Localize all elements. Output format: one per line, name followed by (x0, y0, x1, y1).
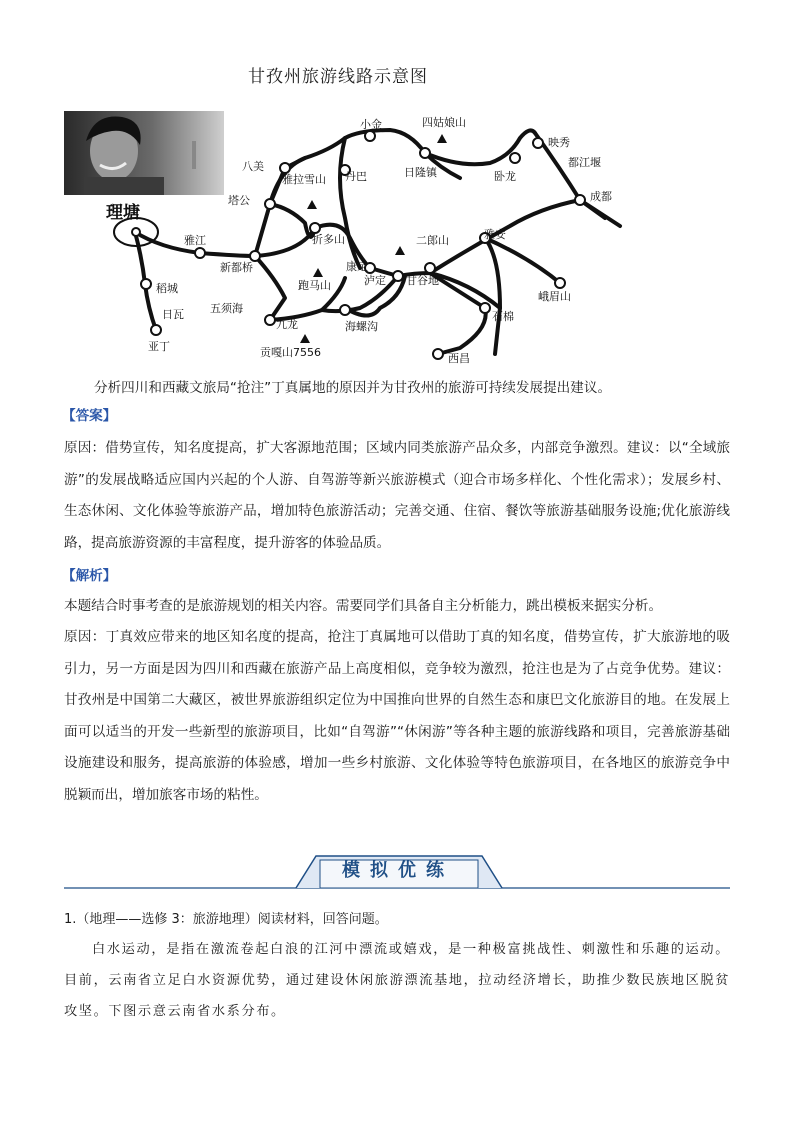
label-kangding: 康定 (346, 260, 368, 273)
label-paomashan: 跑马山 (298, 279, 331, 292)
label-siguniangshan: 四姑娘山 (422, 116, 466, 129)
label-shimian: 石棉 (492, 310, 514, 323)
question-1-material: 白水运动，是指在激流卷起白浪的江河中漂流或嬉戏，是一种极富挑战性、刺激性和乐趣的运动。目前，云南省立足白水资源优势，通过建设休闲旅游漂流基地，拉动经济增长，助推少数民族地区脱贫攻坚。下图示意云南省水系分布。 (64, 942, 730, 1019)
label-rilongzhen: 日隆镇 (404, 166, 437, 179)
label-emeishan: 峨眉山 (538, 290, 571, 303)
label-gonggashan: 贡嘎山7556 (260, 346, 321, 359)
label-luding: 泸定 (364, 274, 386, 287)
label-jiulong: 九龙 (276, 318, 298, 331)
label-yingxiu: 映秀 (548, 136, 570, 149)
label-hailuogou: 海螺沟 (345, 320, 378, 333)
analysis-tag: 【解析】 (62, 568, 117, 584)
label-erlangshan: 二郎山 (416, 234, 449, 247)
label-ganguodi: 甘谷地 (406, 274, 439, 287)
label-bamei: 八美 (242, 160, 264, 173)
label-chengdu: 成都 (590, 190, 612, 203)
label-danba: 丹巴 (345, 170, 367, 183)
tourism-route-map (60, 108, 630, 370)
analysis-intro: 本题结合时事考查的是旅游规划的相关内容。需要同学们具备自主分析能力，跳出模板来据实分析。 (64, 598, 663, 614)
answer-text: 原因：借势宣传，知名度提高，扩大客源地范围；区域内同类旅游产品众多，内部竞争激烈。建议：以“全域旅游”的发展战略适应国内兴起的个人游、自驾游等新兴旅游模式（迎合市场多样化、个性化需求）；发展乡村、生态休闲、文化体验等旅游产品，增加特色旅游活动；完善交通、住宿、餐饮等旅游基础服务设施;优化旅游线路，提高旅游资源的丰富程度，提升游客的体验品质。 (64, 440, 730, 551)
label-yalaxueshan: 雅拉雪山 (282, 173, 326, 186)
label-litang: 理塘 (106, 203, 140, 223)
question-intro: 分析四川和西藏文旅局“抢注”丁真属地的原因并为甘孜州的旅游可持续发展提出建议。 (94, 380, 612, 396)
label-daocheng: 稻城 (156, 282, 178, 295)
label-yajiang: 雅江 (184, 234, 206, 247)
label-xindouqiao: 新都桥 (220, 261, 253, 274)
section-title: 模拟优练 (342, 860, 454, 881)
label-riwa: 日瓦 (162, 308, 184, 321)
analysis-body: 原因：丁真效应带来的地区知名度的提高，抢注丁真属地可以借助丁真的知名度，借势宣传，扩大旅游地的吸引力，另一方面是因为四川和西藏在旅游产品上高度相似，竞争较为激烈，抢注也是为了占竞争优势。建议：甘孜州是中国第二大藏区，被世界旅游组织定位为中国推向世界的自然生态和康巴文化旅游目的地。在发展上面可以适当的开发一些新型的旅游项目，比如“自驾游”“休闲游”等各种主题的旅游线路和项目，完善旅游基础设施建设和服务，提高旅游的体验感，增加一些乡村旅游、文化体验等特色旅游项目，在各地区的旅游竞争中脱颖而出，增加旅客市场的粘性。 (64, 629, 730, 803)
label-xiaojin: 小金 (360, 118, 382, 131)
answer-tag: 【答案】 (62, 408, 117, 424)
question-1-heading: 1.（地理——选修 3：旅游地理）阅读材料，回答问题。 (64, 912, 388, 927)
label-yading: 亚丁 (148, 340, 170, 353)
label-yaan: 雅安 (484, 228, 506, 241)
label-dujiangyan: 都江堰 (568, 156, 601, 169)
label-xichang: 西昌 (448, 352, 470, 365)
label-wuxuhai: 五须海 (210, 302, 243, 315)
map-title: 甘孜州旅游线路示意图 (248, 67, 428, 87)
label-zheduoshan: 折多山 (312, 233, 345, 246)
label-wolong: 卧龙 (494, 170, 516, 183)
label-tagong: 塔公 (228, 194, 250, 207)
